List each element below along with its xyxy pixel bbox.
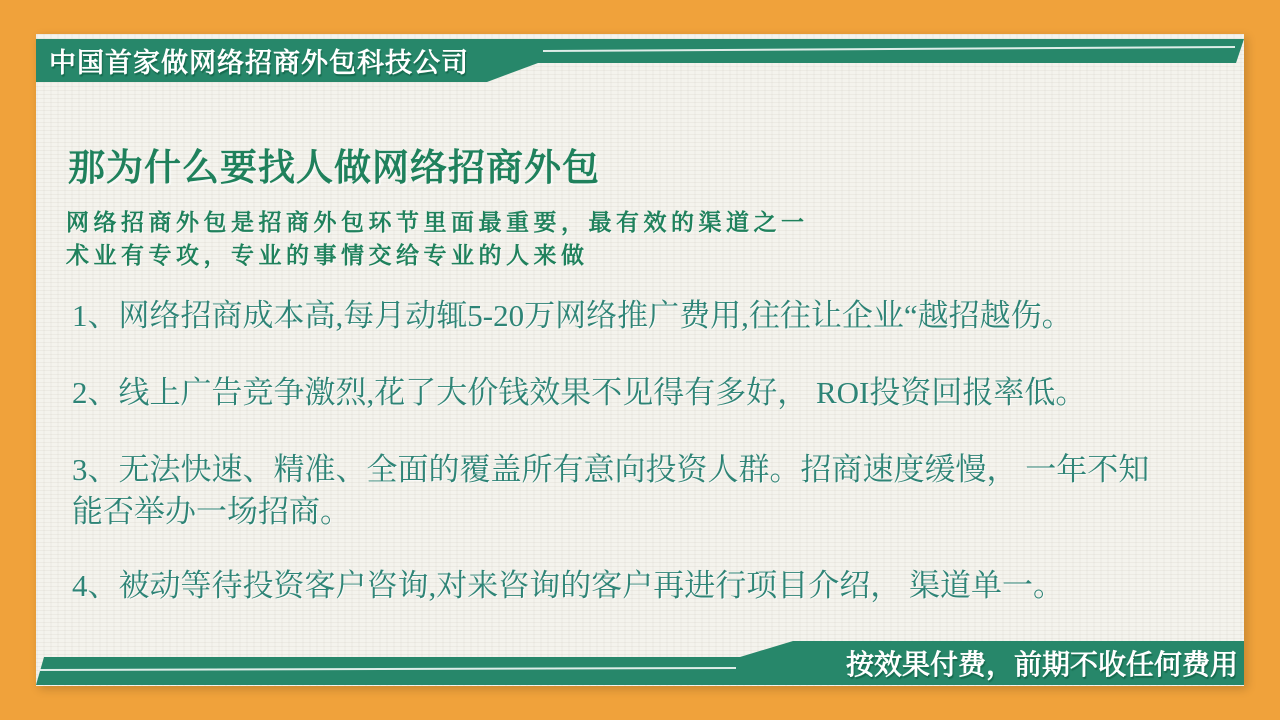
header-ribbon-label: 中国首家做网络招商外包科技公司 <box>49 48 469 78</box>
subtitle-line: 网络招商外包是招商外包环节里面最重要，最有效的渠道之一 <box>66 209 809 235</box>
slide-card <box>36 34 1244 686</box>
list-item <box>72 295 1073 337</box>
list-item <box>72 372 1086 414</box>
list-item-line: 4、被动等待投资客户咨询,对来咨询的客户再进行项目介绍， 渠道单一。 <box>72 568 1064 603</box>
footer-ribbon-label: 按效果付费，前期不收任何费用 <box>845 649 1238 680</box>
list-item-line: 1、网络招商成本高,每月动辄5-20万网络推广费用,往往让企业“越招越伤。 <box>72 298 1073 333</box>
list-item-line: 能否举办一场招商。 <box>72 494 351 529</box>
page-title: 那为什么要找人做网络招商外包 <box>68 147 600 188</box>
list-item-line: 2、线上广告竞争激烈,花了大价钱效果不见得有多好， ROI投资回报率低。 <box>72 375 1087 410</box>
subtitle-line: 术业有专攻，专业的事情交给专业的人来做 <box>66 242 589 268</box>
list-item <box>72 565 1064 607</box>
list-item <box>72 449 1149 533</box>
subtitle <box>66 206 809 272</box>
list-item-line: 3、无法快速、精准、全面的覆盖所有意向投资人群。招商速度缓慢， 一年不知 <box>72 452 1150 487</box>
